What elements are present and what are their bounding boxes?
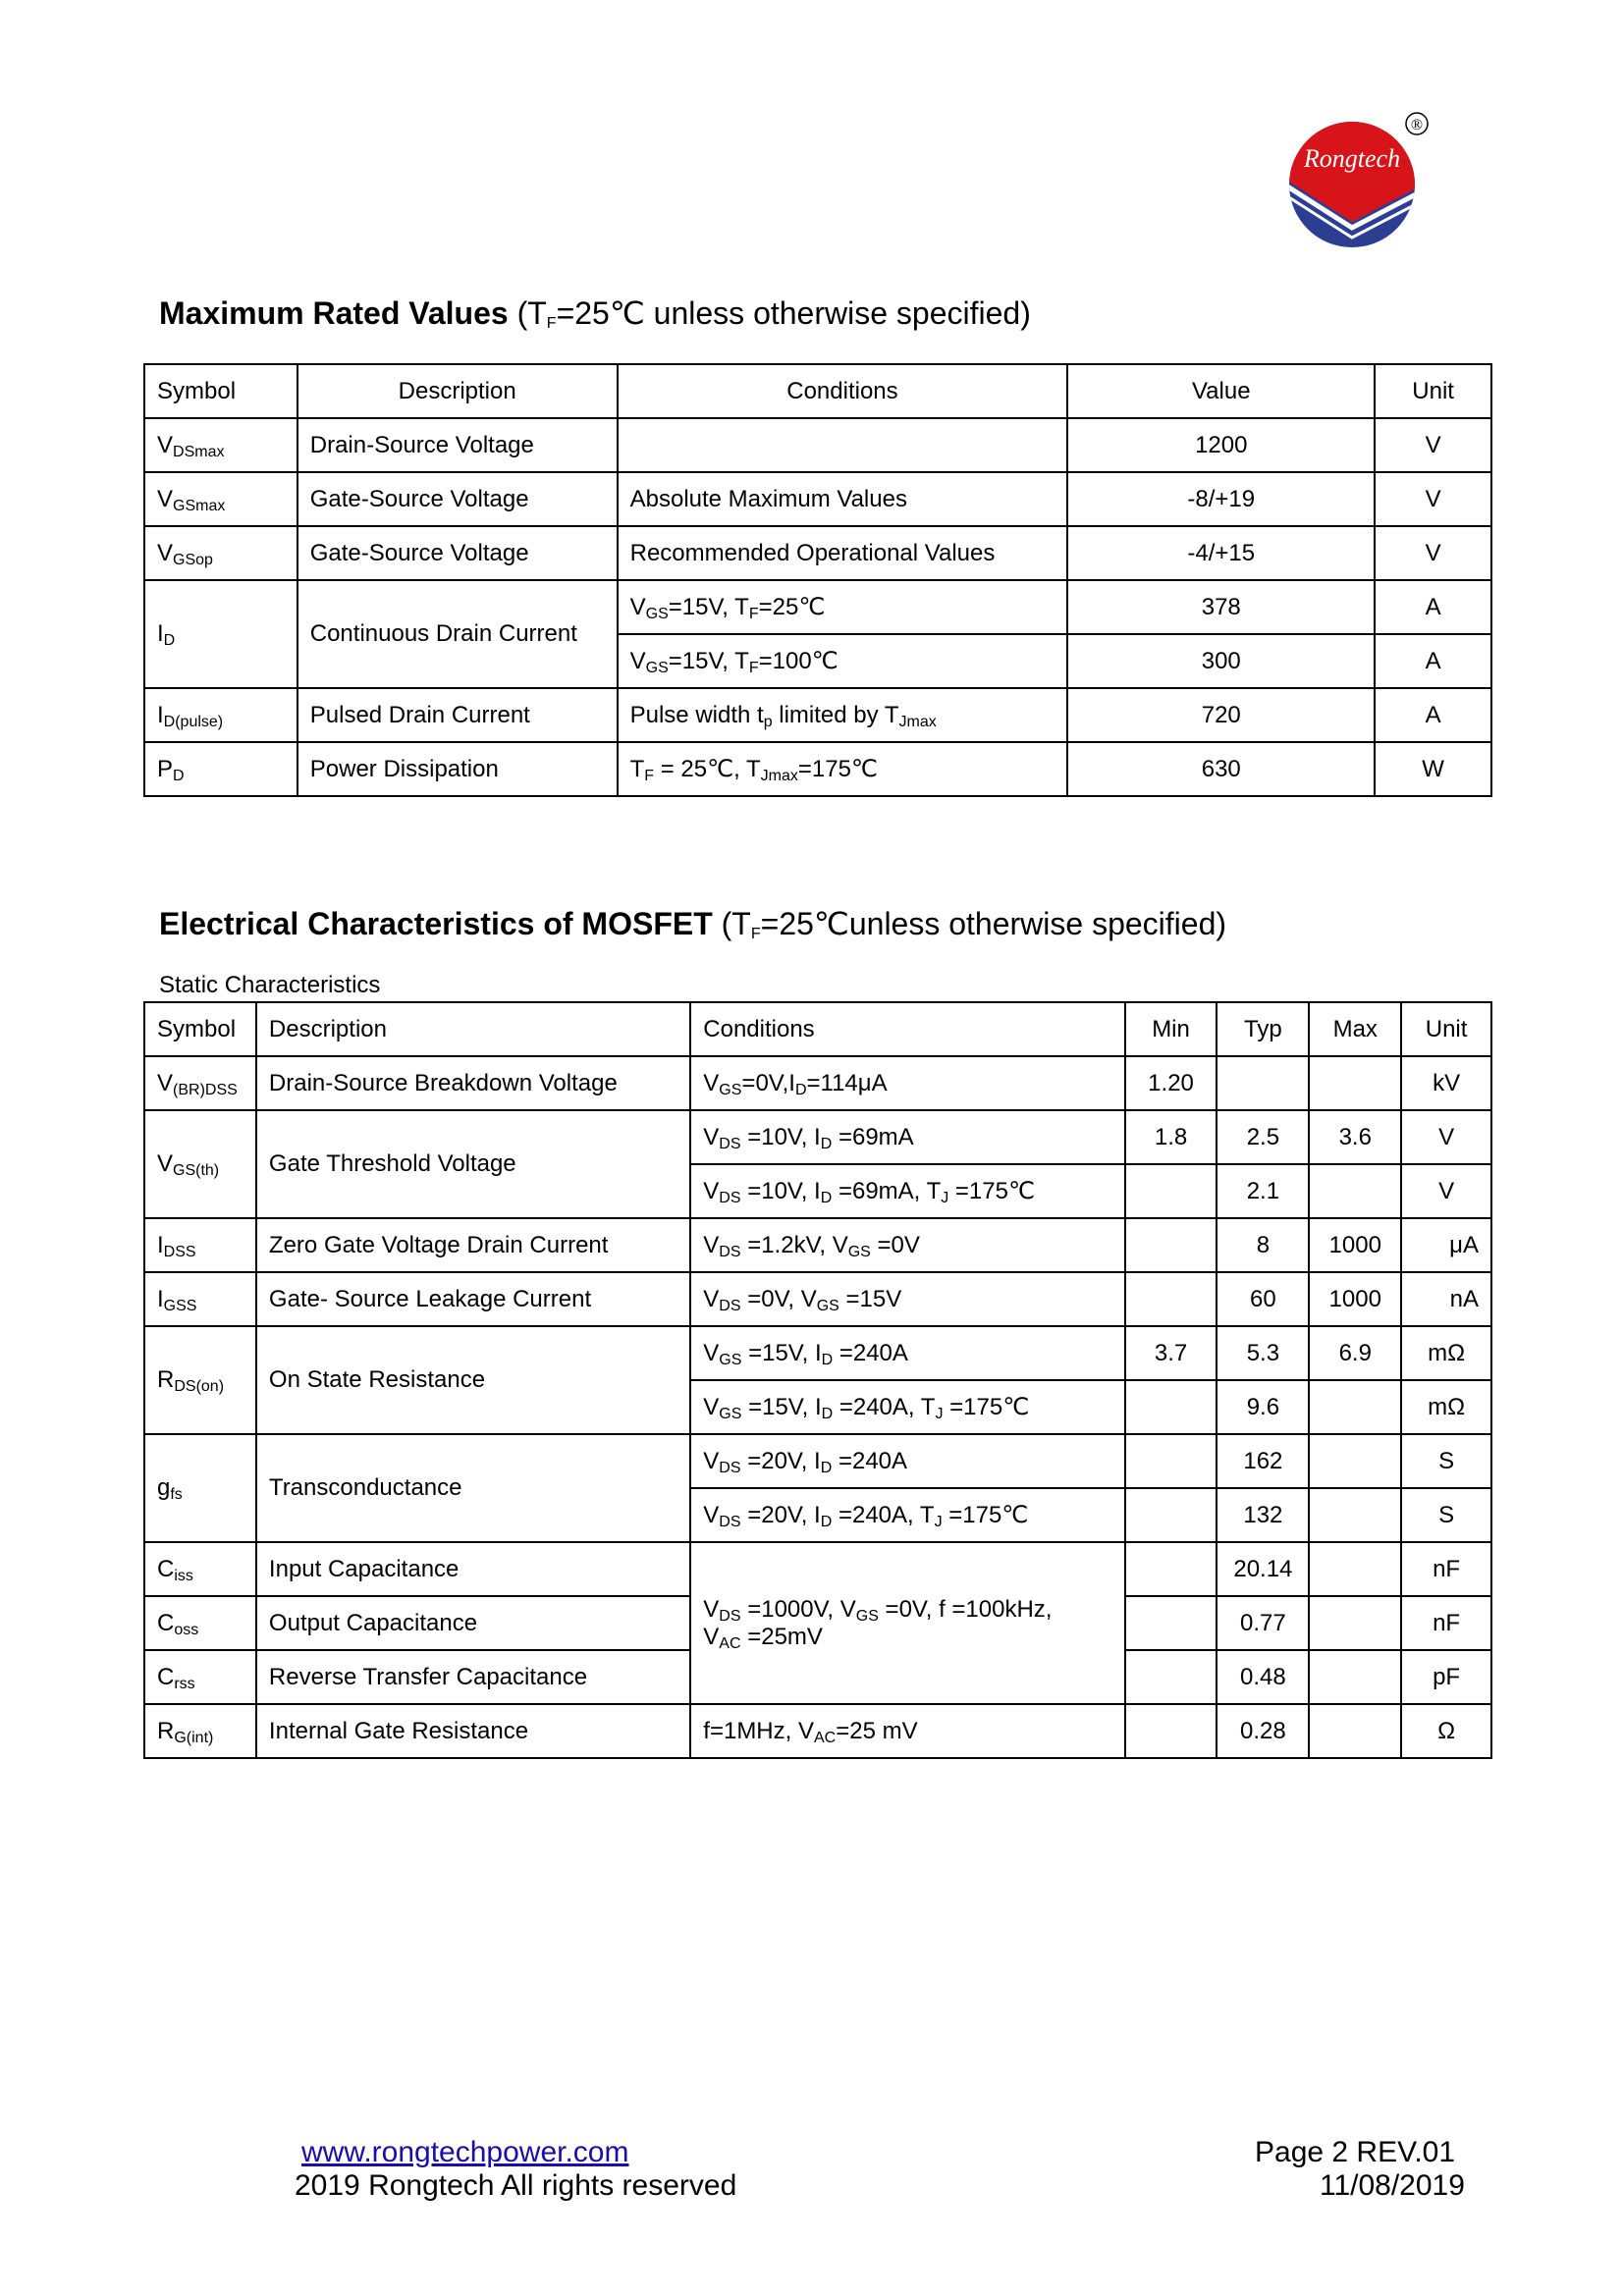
symbol-cell: $R_{G(int)}$ bbox=[144, 1704, 256, 1758]
typ-cell: 8 bbox=[1217, 1218, 1309, 1272]
symbol-cell: $V_{GSmax}$ bbox=[144, 472, 298, 526]
description-cell: Gate Threshold Voltage bbox=[256, 1110, 690, 1218]
typ-cell: 2.1 bbox=[1217, 1164, 1309, 1218]
value-cell: 378 bbox=[1067, 580, 1375, 634]
table-row bbox=[144, 1272, 1491, 1326]
value-cell: 1200 bbox=[1067, 418, 1375, 472]
unit-cell: A bbox=[1375, 634, 1491, 688]
max-cell bbox=[1309, 1704, 1401, 1758]
description-cell: Continuous Drain Current bbox=[298, 580, 618, 688]
header-unit: Unit bbox=[1375, 364, 1491, 418]
conditions-cell: $V_{GS}=15V$, $T_F=25℃$ bbox=[618, 580, 1068, 634]
max-cell bbox=[1309, 1380, 1401, 1434]
symbol-cell: $I_D$ bbox=[144, 580, 298, 688]
page-revision: Page 2 REV.01 bbox=[1255, 2136, 1456, 2168]
table-row bbox=[144, 1326, 1491, 1380]
description-cell: Output Capacitance bbox=[256, 1596, 690, 1650]
section-title-electrical: Electrical Characteristics of MOSFET ($T_F=25℃unless$ otherwise specified) bbox=[159, 906, 1227, 942]
min-cell bbox=[1125, 1650, 1217, 1704]
symbol-cell: $R_{DS(on)}$ bbox=[144, 1326, 256, 1434]
max-rated-table bbox=[143, 363, 1492, 797]
max-cell: 3.6 bbox=[1309, 1110, 1401, 1164]
max-cell bbox=[1309, 1434, 1401, 1488]
table-row bbox=[144, 526, 1491, 580]
conditions-cell: Absolute Maximum Values bbox=[618, 472, 1068, 526]
max-cell bbox=[1309, 1056, 1401, 1110]
rongtech-logo bbox=[1281, 106, 1438, 253]
symbol-cell: $V_{GS(th)}$ bbox=[144, 1110, 256, 1218]
min-cell bbox=[1125, 1218, 1217, 1272]
typ-cell: 0.48 bbox=[1217, 1650, 1309, 1704]
max-cell: 1000 bbox=[1309, 1272, 1401, 1326]
description-cell: Transconductance bbox=[256, 1434, 690, 1542]
description-cell: Gate-Source Voltage bbox=[298, 472, 618, 526]
typ-cell: 20.14 bbox=[1217, 1542, 1309, 1596]
unit-cell: μA bbox=[1401, 1218, 1491, 1272]
conditions-cell: $V_{DS} =1.2kV$, $V_{GS} =0V$ bbox=[690, 1218, 1124, 1272]
description-cell: On State Resistance bbox=[256, 1326, 690, 1434]
value-cell: 720 bbox=[1067, 688, 1375, 742]
typ-cell: 162 bbox=[1217, 1434, 1309, 1488]
conditions-cell: $V_{DS} =1000V$, $V_{GS} =0V$, f =100kHz, $V_{AC} =25mV$ bbox=[690, 1542, 1124, 1704]
typ-cell: 9.6 bbox=[1217, 1380, 1309, 1434]
conditions-cell: Pulse width $t_p$ limited by $T_{Jmax}$ bbox=[618, 688, 1068, 742]
conditions-cell: $V_{DS} =20V$, $I_D =240A$, $T_J$ =175℃ bbox=[690, 1488, 1124, 1542]
max-cell bbox=[1309, 1542, 1401, 1596]
typ-cell: 2.5 bbox=[1217, 1110, 1309, 1164]
min-cell bbox=[1125, 1434, 1217, 1488]
value-cell: -8/+19 bbox=[1067, 472, 1375, 526]
max-cell bbox=[1309, 1164, 1401, 1218]
conditions-cell: $V_{DS} =10V$, $I_D =69mA$ bbox=[690, 1110, 1124, 1164]
header-symbol: Symbol bbox=[144, 1002, 256, 1056]
header-unit: Unit bbox=[1401, 1002, 1491, 1056]
unit-cell: mΩ bbox=[1401, 1380, 1491, 1434]
header-typ: Typ bbox=[1217, 1002, 1309, 1056]
header-value: Value bbox=[1067, 364, 1375, 418]
description-cell: Input Capacitance bbox=[256, 1542, 690, 1596]
value-cell: 300 bbox=[1067, 634, 1375, 688]
symbol-cell: $C_{iss}$ bbox=[144, 1542, 256, 1596]
description-cell: Gate- Source Leakage Current bbox=[256, 1272, 690, 1326]
conditions-cell: f=1MHz, $V_{AC}=25$ mV bbox=[690, 1704, 1124, 1758]
unit-cell: A bbox=[1375, 580, 1491, 634]
description-cell: Pulsed Drain Current bbox=[298, 688, 618, 742]
value-cell: 630 bbox=[1067, 742, 1375, 796]
min-cell bbox=[1125, 1704, 1217, 1758]
unit-cell: V bbox=[1375, 418, 1491, 472]
typ-cell: 132 bbox=[1217, 1488, 1309, 1542]
symbol-cell: $C_{rss}$ bbox=[144, 1650, 256, 1704]
unit-cell: mΩ bbox=[1401, 1326, 1491, 1380]
description-cell: Gate-Source Voltage bbox=[298, 526, 618, 580]
table-row bbox=[144, 1056, 1491, 1110]
typ-cell: 60 bbox=[1217, 1272, 1309, 1326]
header-max: Max bbox=[1309, 1002, 1401, 1056]
min-cell: 1.20 bbox=[1125, 1056, 1217, 1110]
symbol-cell: $P_D$ bbox=[144, 742, 298, 796]
unit-cell: pF bbox=[1401, 1650, 1491, 1704]
symbol-cell: $I_{D(pulse)}$ bbox=[144, 688, 298, 742]
registered-mark: ® bbox=[1410, 117, 1424, 133]
max-cell: 6.9 bbox=[1309, 1326, 1401, 1380]
unit-cell: V bbox=[1375, 526, 1491, 580]
min-cell bbox=[1125, 1542, 1217, 1596]
table-row bbox=[144, 1110, 1491, 1164]
description-cell: Power Dissipation bbox=[298, 742, 618, 796]
table-row bbox=[144, 472, 1491, 526]
unit-cell: W bbox=[1375, 742, 1491, 796]
min-cell bbox=[1125, 1380, 1217, 1434]
symbol-cell: $I_{GSS}$ bbox=[144, 1272, 256, 1326]
symbol-cell: $C_{oss}$ bbox=[144, 1596, 256, 1650]
website-link[interactable]: www.rongtechpower.com bbox=[301, 2136, 629, 2168]
min-cell bbox=[1125, 1272, 1217, 1326]
header-min: Min bbox=[1125, 1002, 1217, 1056]
conditions-cell: Recommended Operational Values bbox=[618, 526, 1068, 580]
static-characteristics-label: Static Characteristics bbox=[159, 972, 381, 998]
value-cell: -4/+15 bbox=[1067, 526, 1375, 580]
electrical-characteristics-table bbox=[143, 1001, 1492, 1759]
unit-cell: nA bbox=[1401, 1272, 1491, 1326]
min-cell: 1.8 bbox=[1125, 1110, 1217, 1164]
description-cell: Drain-Source Breakdown Voltage bbox=[256, 1056, 690, 1110]
conditions-cell: $V_{DS} =0V$, $V_{GS} =15V$ bbox=[690, 1272, 1124, 1326]
table-header-row bbox=[144, 1002, 1491, 1056]
max-cell bbox=[1309, 1596, 1401, 1650]
min-cell: 3.7 bbox=[1125, 1326, 1217, 1380]
copyright-text: 2019 Rongtech All rights reserved bbox=[295, 2169, 737, 2202]
description-cell: Drain-Source Voltage bbox=[298, 418, 618, 472]
table-header-row bbox=[144, 364, 1491, 418]
unit-cell: S bbox=[1401, 1434, 1491, 1488]
conditions-cell: $V_{DS} =20V$, $I_D =240A$ bbox=[690, 1434, 1124, 1488]
symbol-cell: $V_{DSmax}$ bbox=[144, 418, 298, 472]
header-description: Description bbox=[298, 364, 618, 418]
typ-cell bbox=[1217, 1056, 1309, 1110]
conditions-cell: $V_{GS}=0V,I_D=114\mu A$ bbox=[690, 1056, 1124, 1110]
section-title-max-rated: Maximum Rated Values ($T_F=25℃$ unless otherwise specified) bbox=[159, 295, 1031, 332]
description-cell: Reverse Transfer Capacitance bbox=[256, 1650, 690, 1704]
unit-cell: kV bbox=[1401, 1056, 1491, 1110]
min-cell bbox=[1125, 1488, 1217, 1542]
table-row bbox=[144, 688, 1491, 742]
header-symbol: Symbol bbox=[144, 364, 298, 418]
typ-cell: 0.77 bbox=[1217, 1596, 1309, 1650]
table-row bbox=[144, 1218, 1491, 1272]
min-cell bbox=[1125, 1596, 1217, 1650]
max-cell bbox=[1309, 1650, 1401, 1704]
table-row bbox=[144, 418, 1491, 472]
unit-cell: nF bbox=[1401, 1596, 1491, 1650]
conditions-cell: $V_{GS} =15V$, $I_D =240A$, $T_J$ =175℃ bbox=[690, 1380, 1124, 1434]
conditions-cell bbox=[618, 418, 1068, 472]
unit-cell: S bbox=[1401, 1488, 1491, 1542]
table-row bbox=[144, 742, 1491, 796]
unit-cell: A bbox=[1375, 688, 1491, 742]
min-cell bbox=[1125, 1164, 1217, 1218]
description-cell: Internal Gate Resistance bbox=[256, 1704, 690, 1758]
typ-cell: 0.28 bbox=[1217, 1704, 1309, 1758]
symbol-cell: $V_{(BR)DSS}$ bbox=[144, 1056, 256, 1110]
conditions-cell: $T_F$ = 25℃, $T_{Jmax}=175℃$ bbox=[618, 742, 1068, 796]
conditions-cell: $V_{GS}=15V$, $T_F=100℃$ bbox=[618, 634, 1068, 688]
logo-text: Rongtech bbox=[1303, 144, 1401, 173]
description-cell: Zero Gate Voltage Drain Current bbox=[256, 1218, 690, 1272]
header-description: Description bbox=[256, 1002, 690, 1056]
table-row bbox=[144, 1542, 1491, 1596]
max-cell bbox=[1309, 1488, 1401, 1542]
unit-cell: V bbox=[1401, 1164, 1491, 1218]
table-row bbox=[144, 1434, 1491, 1488]
header-conditions: Conditions bbox=[690, 1002, 1124, 1056]
unit-cell: Ω bbox=[1401, 1704, 1491, 1758]
header-conditions: Conditions bbox=[618, 364, 1068, 418]
conditions-cell: $V_{GS} =15V$, $I_D =240A$ bbox=[690, 1326, 1124, 1380]
symbol-cell: $g_{fs}$ bbox=[144, 1434, 256, 1542]
table-row bbox=[144, 1704, 1491, 1758]
unit-cell: nF bbox=[1401, 1542, 1491, 1596]
unit-cell: V bbox=[1375, 472, 1491, 526]
unit-cell: V bbox=[1401, 1110, 1491, 1164]
document-date: 11/08/2019 bbox=[1320, 2169, 1465, 2202]
typ-cell: 5.3 bbox=[1217, 1326, 1309, 1380]
table-row bbox=[144, 580, 1491, 634]
symbol-cell: $I_{DSS}$ bbox=[144, 1218, 256, 1272]
conditions-cell: $V_{DS} =10V$, $I_D =69mA$, $T_J$ =175℃ bbox=[690, 1164, 1124, 1218]
max-cell: 1000 bbox=[1309, 1218, 1401, 1272]
symbol-cell: $V_{GSop}$ bbox=[144, 526, 298, 580]
